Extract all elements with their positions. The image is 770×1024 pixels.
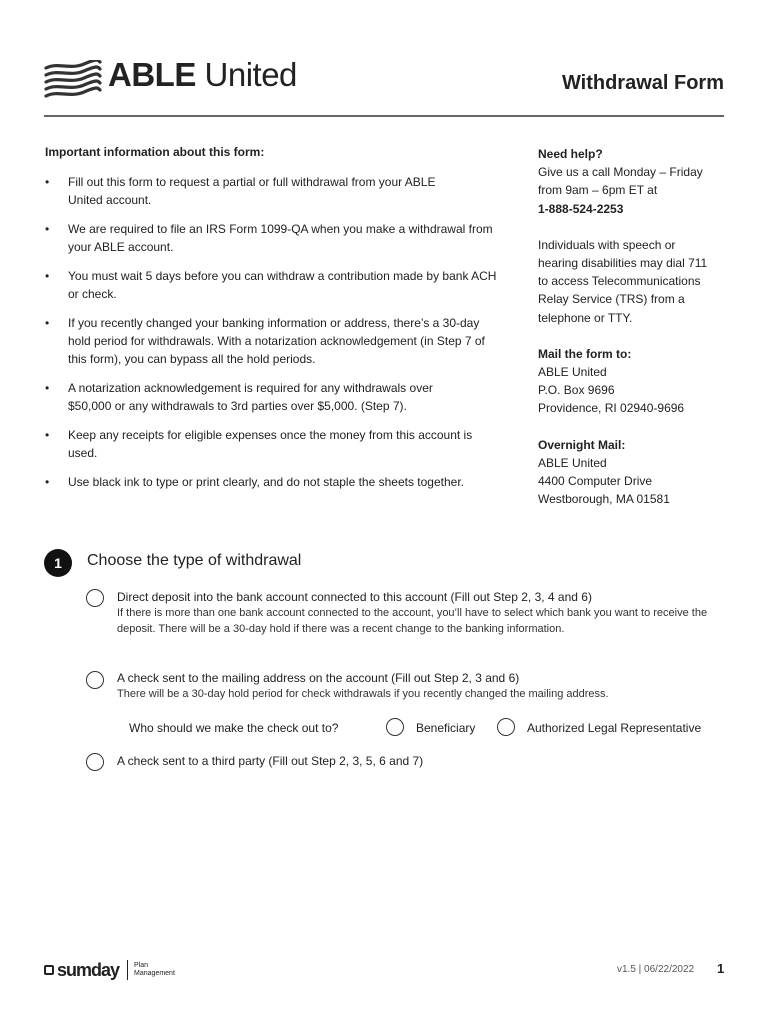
direct-deposit-label: Direct deposit into the bank account connected to this account (Fill out Step 2, 3, 4 and 6) bbox=[117, 590, 592, 604]
sumday-logo: sumday Plan Management bbox=[44, 959, 175, 981]
help-text: Give us a call Monday – Friday bbox=[538, 165, 703, 180]
tty-text: hearing disabilities may dial 711 bbox=[538, 256, 708, 271]
mail-heading: Mail the form to: bbox=[538, 346, 632, 361]
payee-legal-rep-label: Authorized Legal Representative bbox=[527, 721, 702, 735]
tty-text: telephone or TTY. bbox=[538, 310, 633, 325]
direct-deposit-note: If there is more than one bank account connected to the account, you’ll have to select which bank you want to receive the deposit. There will be a 30-day hold if there was a recent change to the banking information. bbox=[117, 607, 708, 635]
tty-text: Relay Service (TRS) from a bbox=[538, 292, 685, 307]
info-bullet: • Keep any receipts for eligible expenses once the money from this account is used. bbox=[45, 426, 488, 462]
tty-text: to access Telecommunications bbox=[538, 274, 701, 289]
info-bullet: • If you recently changed your banking information or address, there’s a 30-day hold period for withdrawals. With a notarization acknowledgement (in Step 7 of this form), you can bypass all the hold periods. bbox=[45, 314, 488, 368]
info-bullet: • A notarization acknowledgement is required for any withdrawals over $50,000 or any withdrawals to 3rd parties over $5,000. (Step 7). bbox=[45, 379, 463, 415]
able-united-logo bbox=[44, 56, 304, 104]
info-bullet: • Fill out this form to request a partial or full withdrawal from your ABLE United account. bbox=[45, 173, 468, 209]
third-party-check-label: A check sent to a third party (Fill out Step 2, 3, 5, 6 and 7) bbox=[117, 754, 424, 768]
payee-beneficiary-radio[interactable] bbox=[386, 718, 404, 736]
check-mailing-label: A check sent to the mailing address on the account (Fill out Step 2, 3 and 6) bbox=[117, 671, 520, 685]
payee-beneficiary-label: Beneficiary bbox=[416, 721, 476, 735]
info-bullet: • You must wait 5 days before you can withdraw a contribution made by bank ACH or check. bbox=[45, 267, 498, 303]
info-heading: Important information about this form: bbox=[45, 145, 265, 159]
mail-address-line: ABLE United bbox=[538, 365, 607, 380]
header-divider bbox=[44, 115, 724, 117]
overnight-address-line: 4400 Computer Drive bbox=[538, 474, 653, 489]
direct-deposit-radio[interactable] bbox=[86, 589, 104, 607]
tty-text: Individuals with speech or bbox=[538, 237, 676, 252]
overnight-address-line: Westborough, MA 01581 bbox=[538, 492, 670, 507]
page-number: 1 bbox=[717, 961, 725, 976]
wave-stripes-icon bbox=[44, 60, 102, 102]
version-date: v1.5 | 06/22/2022 bbox=[617, 964, 695, 975]
help-panel bbox=[538, 145, 738, 508]
help-heading: Need help? bbox=[538, 147, 603, 161]
help-phone[interactable]: 1-888-524-2253 bbox=[538, 201, 624, 216]
step-title: Choose the type of withdrawal bbox=[87, 552, 302, 569]
third-party-check-radio[interactable] bbox=[86, 753, 104, 771]
info-bullet: • We are required to file an IRS Form 1099-QA when you make a withdrawal from your ABLE account. bbox=[45, 220, 493, 256]
check-mailing-radio[interactable] bbox=[86, 671, 104, 689]
info-bullet-list bbox=[45, 173, 505, 502]
overnight-address-line: ABLE United bbox=[538, 455, 607, 470]
form-title: Withdrawal Form bbox=[561, 72, 724, 94]
payee-question: Who should we make the check out to? bbox=[129, 721, 339, 735]
mail-address-line: P.O. Box 9696 bbox=[538, 383, 615, 398]
mail-address-line: Providence, RI 02940-9696 bbox=[538, 401, 685, 416]
sumday-square-icon bbox=[44, 965, 54, 975]
payee-legal-rep-radio[interactable] bbox=[497, 718, 515, 736]
info-bullet: • Use black ink to type or print clearly, and do not staple the sheets together. bbox=[45, 473, 508, 491]
check-mailing-note: There will be a 30-day hold period for check withdrawals if you recently changed the mailing address. bbox=[117, 688, 609, 700]
help-text: from 9am – 6pm ET at bbox=[538, 183, 658, 198]
step-number-badge: 1 bbox=[44, 549, 72, 577]
brand-name: ABLE United bbox=[108, 56, 297, 93]
overnight-heading: Overnight Mail: bbox=[538, 437, 626, 452]
